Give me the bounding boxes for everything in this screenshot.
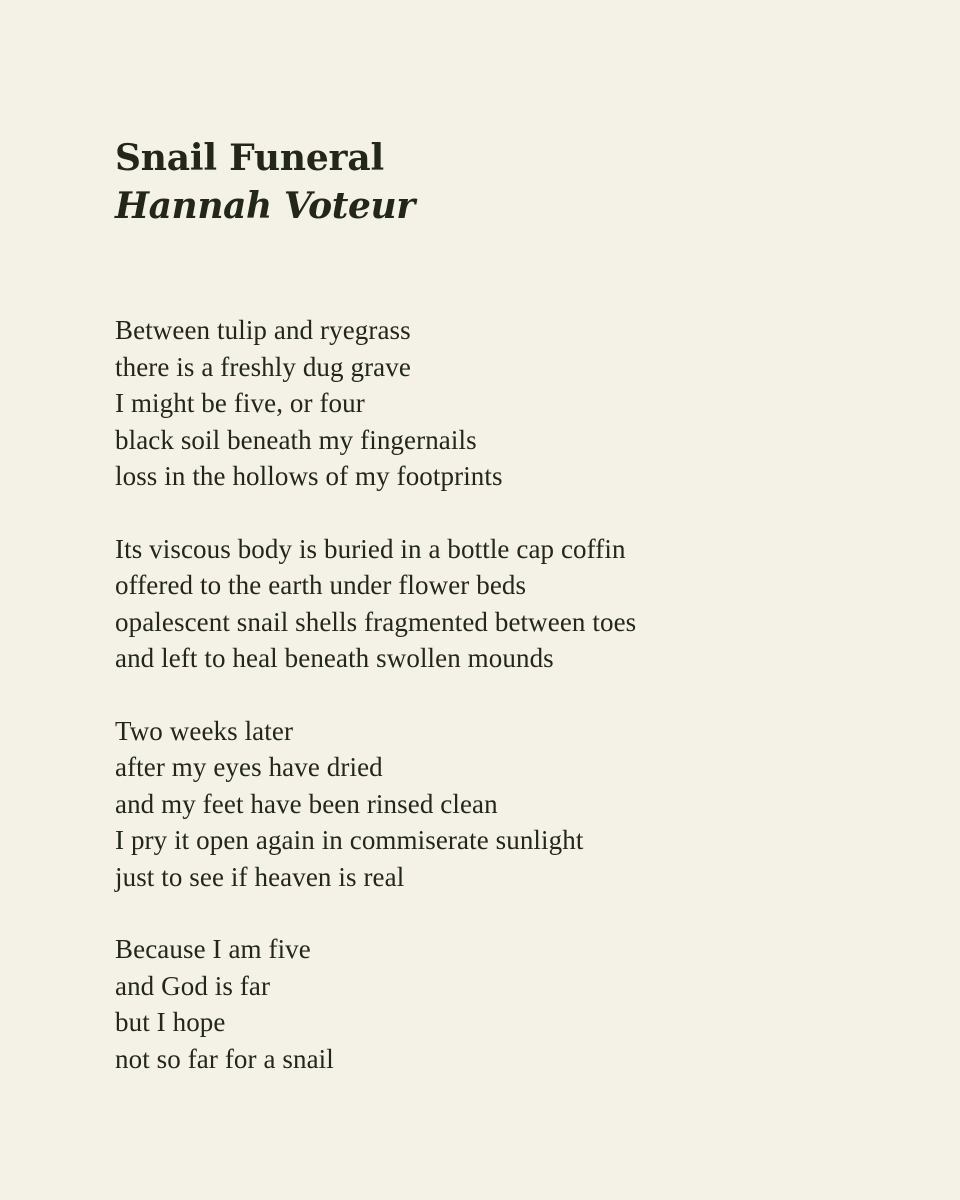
poem-line: Its viscous body is buried in a bottle cap coffin bbox=[115, 533, 626, 564]
poem-body bbox=[115, 312, 960, 1077]
poem-line: but I hope bbox=[115, 1007, 226, 1037]
stanza-1 bbox=[115, 312, 960, 495]
stanza-2 bbox=[115, 531, 960, 677]
poem-line: Between tulip and ryegrass bbox=[115, 315, 411, 345]
poem-line: and my feet have been rinsed clean bbox=[115, 788, 498, 819]
poem-line: I might be five, or four bbox=[115, 388, 365, 418]
poem-line: and left to heal beneath swollen mounds bbox=[115, 643, 554, 673]
stanza-3 bbox=[115, 713, 960, 896]
poem-author: Hannah Voteur bbox=[115, 185, 415, 227]
poem-line: Because I am five bbox=[115, 934, 311, 964]
poem-line: Two weeks later bbox=[115, 715, 294, 746]
poem-line: I pry it open again in commiserate sunlight bbox=[115, 825, 584, 855]
poem-line: offered to the earth under flower beds bbox=[115, 570, 527, 600]
poem-title: Snail Funeral bbox=[115, 137, 384, 179]
poem-line: there is a freshly dug grave bbox=[115, 351, 411, 382]
poem-line: just to see if heaven is real bbox=[115, 861, 405, 892]
poem-line: not so far for a snail bbox=[115, 1043, 334, 1074]
poem-line: loss in the hollows of my footprints bbox=[115, 461, 503, 491]
poem-line: after my eyes have dried bbox=[115, 752, 383, 782]
stanza-4 bbox=[115, 931, 960, 1077]
poem-line: black soil beneath my fingernails bbox=[115, 424, 477, 455]
poem-line: and God is far bbox=[115, 970, 271, 1001]
poem-line: opalescent snail shells fragmented between toes bbox=[115, 606, 637, 637]
